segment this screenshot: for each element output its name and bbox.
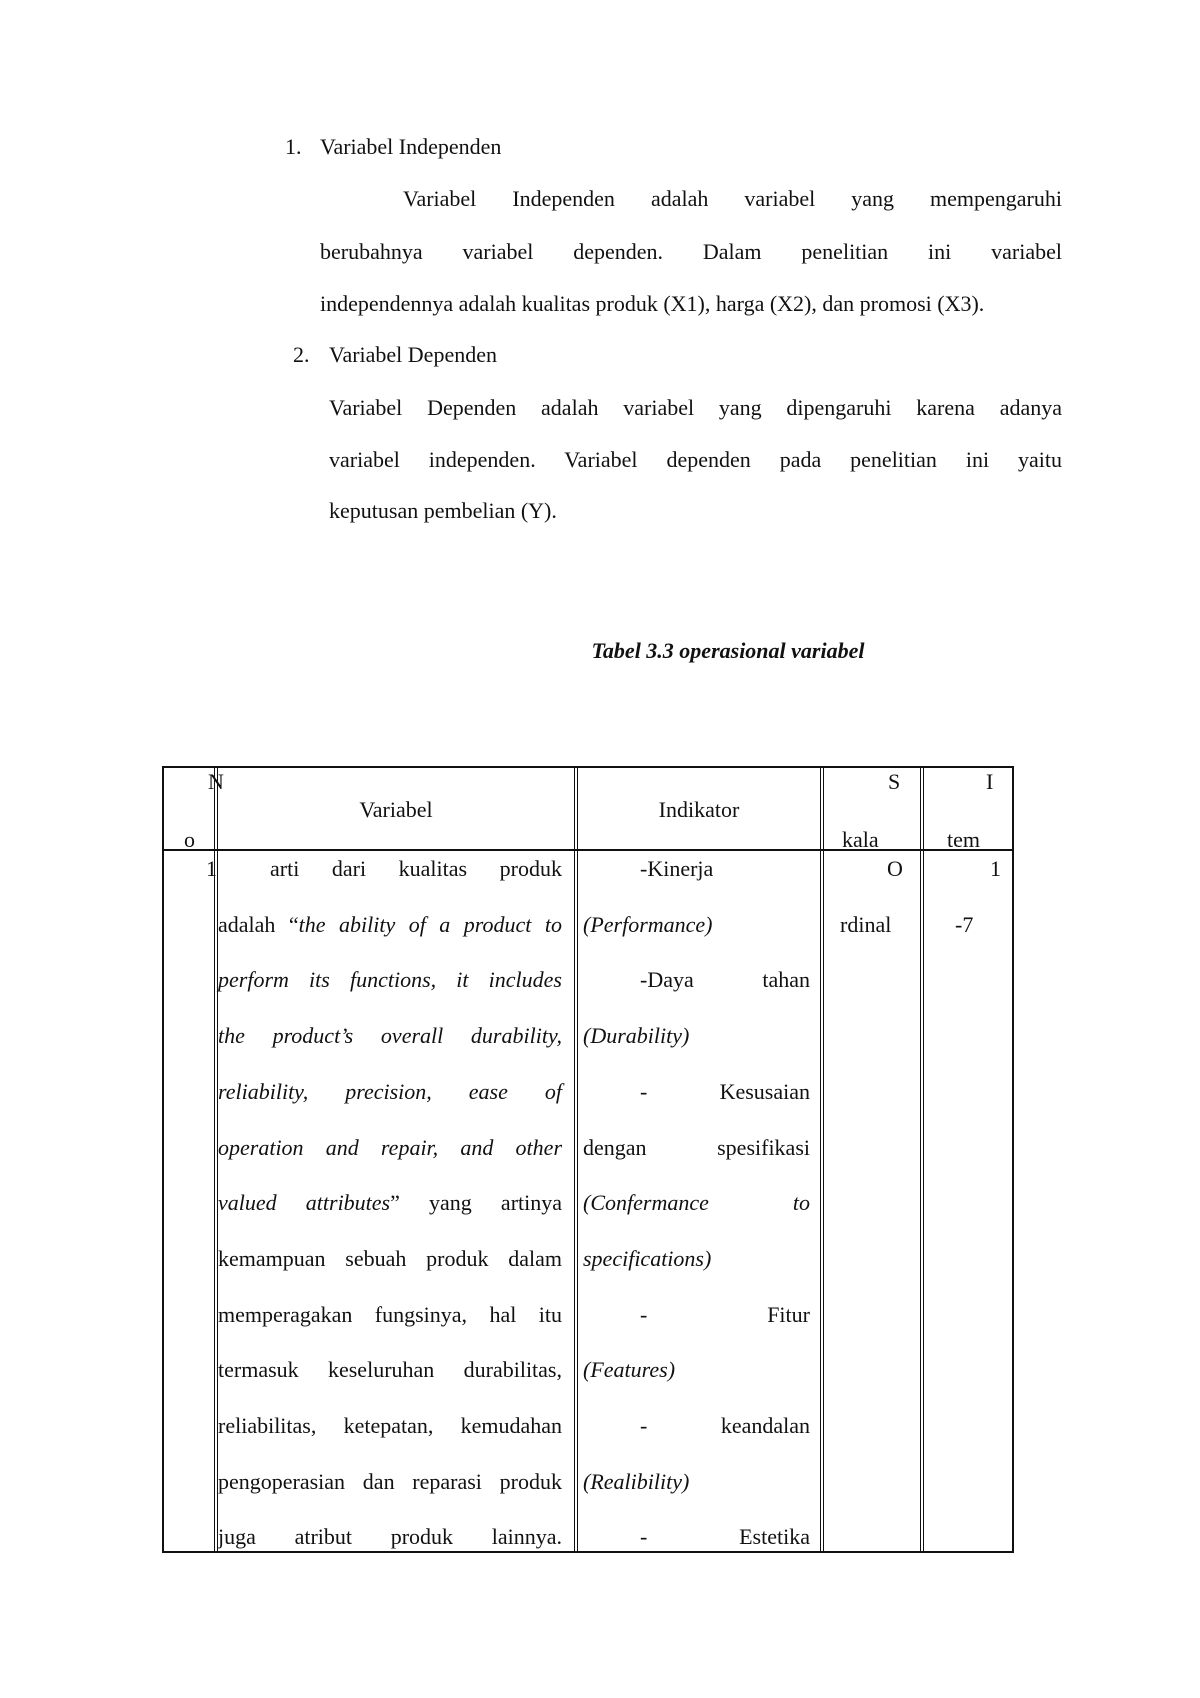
text: adalah “ xyxy=(218,912,299,937)
table-border-left xyxy=(162,766,164,1553)
column-divider xyxy=(577,766,578,1553)
column-divider xyxy=(574,766,575,1553)
list-number-1: 1. xyxy=(285,134,302,159)
indikator-text-line: (Performance) xyxy=(583,912,713,937)
table-border-top xyxy=(162,766,1014,768)
indikator-text-line: - Estetika xyxy=(640,1524,810,1549)
header-indikator: Indikator xyxy=(658,797,740,822)
section-heading-dependen: Variabel Dependen xyxy=(329,342,497,367)
column-divider xyxy=(923,766,924,1553)
italic-text: the product’s overall durability, xyxy=(218,1023,562,1048)
variabel-text-line xyxy=(270,858,562,880)
paragraph-line: variabel independen. Variabel dependen pada penelitian ini yaitu xyxy=(329,447,1062,472)
variabel-text-line xyxy=(218,1081,562,1103)
italic-text: operation and repair, and other xyxy=(218,1135,562,1160)
variabel-text-line xyxy=(218,914,562,936)
text: pengoperasian dan reparasi produk xyxy=(218,1469,562,1494)
italic-text: the ability of a product to xyxy=(298,912,563,937)
paragraph-line: berubahnya variabel dependen. Dalam penelitian ini variabel xyxy=(320,239,1062,264)
indikator-text-line: specifications) xyxy=(583,1246,712,1271)
row1-skala-bottom: rdinal xyxy=(840,912,892,937)
column-divider xyxy=(214,766,215,1553)
paragraph-line: Variabel Dependen adalah variabel yang dipengaruhi karena adanya xyxy=(329,395,1062,420)
row1-no: 1 xyxy=(206,856,217,881)
list-number-2: 2. xyxy=(293,342,310,367)
italic-text: valued attributes xyxy=(218,1190,391,1215)
indikator-text-line: - Kesusaian xyxy=(640,1079,810,1104)
indikator-text-line: -Kinerja xyxy=(640,856,714,881)
variabel-text-line xyxy=(218,1359,562,1381)
text: arti dari kualitas produk xyxy=(270,856,562,881)
indikator-text-line: (Realibility) xyxy=(583,1469,690,1494)
section-heading-independen: Variabel Independen xyxy=(320,134,502,159)
text: termasuk keseluruhan durabilitas, xyxy=(218,1357,562,1382)
variabel-text-line xyxy=(218,1415,562,1437)
variabel-text-line xyxy=(218,1526,562,1548)
indikator-text-line: dengan spesifikasi xyxy=(583,1135,810,1160)
header-no-bottom: o xyxy=(184,827,195,852)
table-header-divider xyxy=(162,849,1014,851)
paragraph-line: keputusan pembelian (Y). xyxy=(329,498,557,523)
column-divider xyxy=(920,766,921,1553)
indikator-text-line: - Fitur xyxy=(640,1302,810,1327)
variabel-text-line xyxy=(218,1304,562,1326)
column-divider xyxy=(823,766,824,1553)
table-border-right xyxy=(1012,766,1014,1553)
text: reliabilitas, ketepatan, kemudahan xyxy=(218,1413,562,1438)
italic-text: perform its functions, it includes xyxy=(218,967,562,992)
variabel-text-line xyxy=(218,1025,562,1047)
italic-text: reliability, precision, ease of xyxy=(218,1079,562,1104)
header-variabel: Variabel xyxy=(359,797,433,822)
header-item-bottom: tem xyxy=(947,827,980,852)
variabel-text-line xyxy=(218,1192,562,1214)
header-item-top: I xyxy=(986,769,994,794)
column-divider xyxy=(820,766,821,1553)
table-caption: Tabel 3.3 operasional variabel xyxy=(591,638,865,663)
text: memperagakan fungsinya, hal itu xyxy=(218,1302,562,1327)
indikator-text-line: - keandalan xyxy=(640,1413,810,1438)
indikator-text-line: -Daya tahan xyxy=(640,967,810,992)
variabel-text-line xyxy=(218,969,562,991)
paragraph-line: Variabel Independen adalah variabel yang mempengaruhi xyxy=(403,186,1062,211)
table-border-bottom xyxy=(162,1551,1014,1553)
paragraph-line: independennya adalah kualitas produk (X1), harga (X2), dan promosi (X3). xyxy=(320,291,985,316)
variabel-text-line xyxy=(218,1137,562,1159)
text: kemampuan sebuah produk dalam xyxy=(218,1246,562,1271)
header-skala-top: S xyxy=(888,769,901,794)
indikator-text-line: (Confermance to xyxy=(583,1190,810,1215)
indikator-text-line: (Features) xyxy=(583,1357,676,1382)
row1-item-bottom: -7 xyxy=(955,912,974,937)
text: ” yang artinya xyxy=(390,1190,563,1215)
text: juga atribut produk lainnya. xyxy=(218,1524,562,1549)
header-skala-bottom: kala xyxy=(842,827,879,852)
variabel-text-line xyxy=(218,1248,562,1270)
row1-skala-top: O xyxy=(887,856,903,881)
header-no-top: N xyxy=(208,769,224,794)
variabel-text-line xyxy=(218,1471,562,1493)
indikator-text-line: (Durability) xyxy=(583,1023,690,1048)
row1-item-top: 1 xyxy=(990,856,1001,881)
